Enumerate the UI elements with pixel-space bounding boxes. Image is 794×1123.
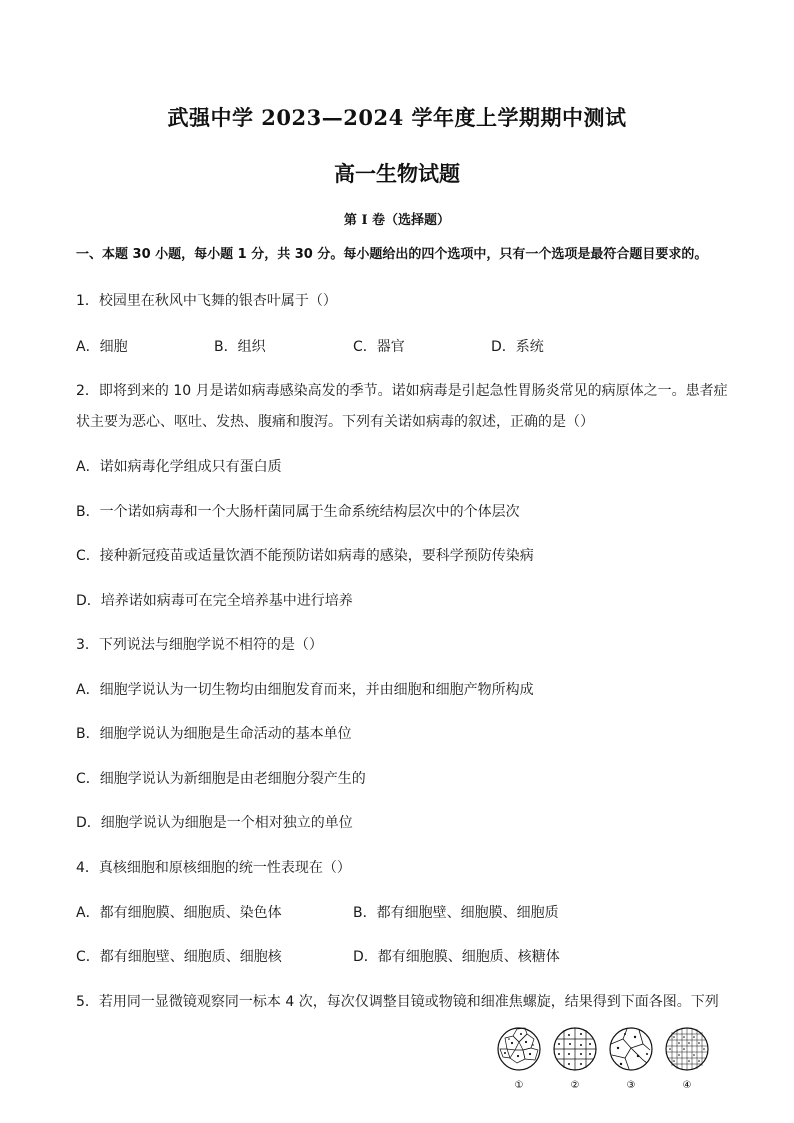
question-3-option-b: B．细胞学说认为细胞是生命活动的基本单位 <box>76 726 352 742</box>
question-1-option-d: D．系统 <box>491 339 544 355</box>
section-heading: 第 I 卷（选择题） <box>343 213 451 228</box>
question-2-stem-line-1: 2．即将到来的 10 月是诺如病毒感染高发的季节。诺如病毒是引起急性胃肠炎常见的病原体之一。患者症 <box>76 383 728 399</box>
question-4-option-c: C．都有细胞壁、细胞质、细胞核 <box>76 949 282 965</box>
question-4-option-b: B．都有细胞壁、细胞膜、细胞质 <box>353 905 559 921</box>
question-4-option-a: A．都有细胞膜、细胞质、染色体 <box>76 905 282 921</box>
question-4-option-d: D．都有细胞膜、细胞质、核糖体 <box>353 949 560 965</box>
section-instructions: 一、本题 30 小题，每小题 1 分，共 30 分。每小题给出的四个选项中，只有一个选项是最符合题目要求的。 <box>76 247 708 262</box>
question-2-option-b: B．一个诺如病毒和一个大肠杆菌同属于生命系统结构层次中的个体层次 <box>76 504 520 520</box>
question-3-option-a: A．细胞学说认为一切生物均由细胞发育而来，并由细胞和细胞产物所构成 <box>76 682 534 698</box>
question-2-stem-line-2: 状主要为恶心、呕吐、发热、腹痛和腹泻。下列有关诺如病毒的叙述，正确的是（） <box>76 414 594 430</box>
question-4-stem: 4．真核细胞和原核细胞的统一性表现在（） <box>76 860 351 876</box>
question-1-option-c: C．器官 <box>353 339 405 355</box>
question-1-option-b: B．组织 <box>214 339 266 355</box>
question-1-stem: 1．校园里在秋风中飞舞的银杏叶属于（） <box>76 293 337 309</box>
figure-label-2: ② <box>570 1080 580 1091</box>
figure-label-3: ③ <box>626 1080 636 1091</box>
question-5-stem: 5．若用同一显微镜观察同一标本 4 次，每次仅调整目镜或物镜和细准焦螺旋，结果得到下面各图。下列 <box>76 994 719 1010</box>
question-2-option-d: D．培养诺如病毒可在完全培养基中进行培养 <box>76 593 353 609</box>
question-2-option-c: C．接种新冠疫苗或适量饮酒不能预防诺如病毒的感染，要科学预防传染病 <box>76 548 534 564</box>
figure-label-1: ① <box>514 1080 524 1091</box>
microscope-field-3 <box>610 1028 652 1070</box>
question-3-option-d: D．细胞学说认为细胞是一个相对独立的单位 <box>76 815 353 831</box>
microscope-field-2 <box>554 1028 596 1070</box>
question-2-option-a: A．诺如病毒化学组成只有蛋白质 <box>76 459 282 475</box>
figure-label-4: ④ <box>682 1080 692 1091</box>
question-1-option-a: A．细胞 <box>76 339 128 355</box>
exam-subtitle: 高一生物试题 <box>334 161 460 186</box>
exam-title: 武强中学 2023—2024 学年度上学期期中测试 <box>167 105 627 130</box>
microscope-fields-figure <box>497 1024 722 1094</box>
microscope-field-4 <box>666 1028 708 1070</box>
microscope-field-1 <box>498 1028 540 1070</box>
question-3-option-c: C．细胞学说认为新细胞是由老细胞分裂产生的 <box>76 771 366 787</box>
question-3-stem: 3．下列说法与细胞学说不相符的是（） <box>76 637 323 653</box>
